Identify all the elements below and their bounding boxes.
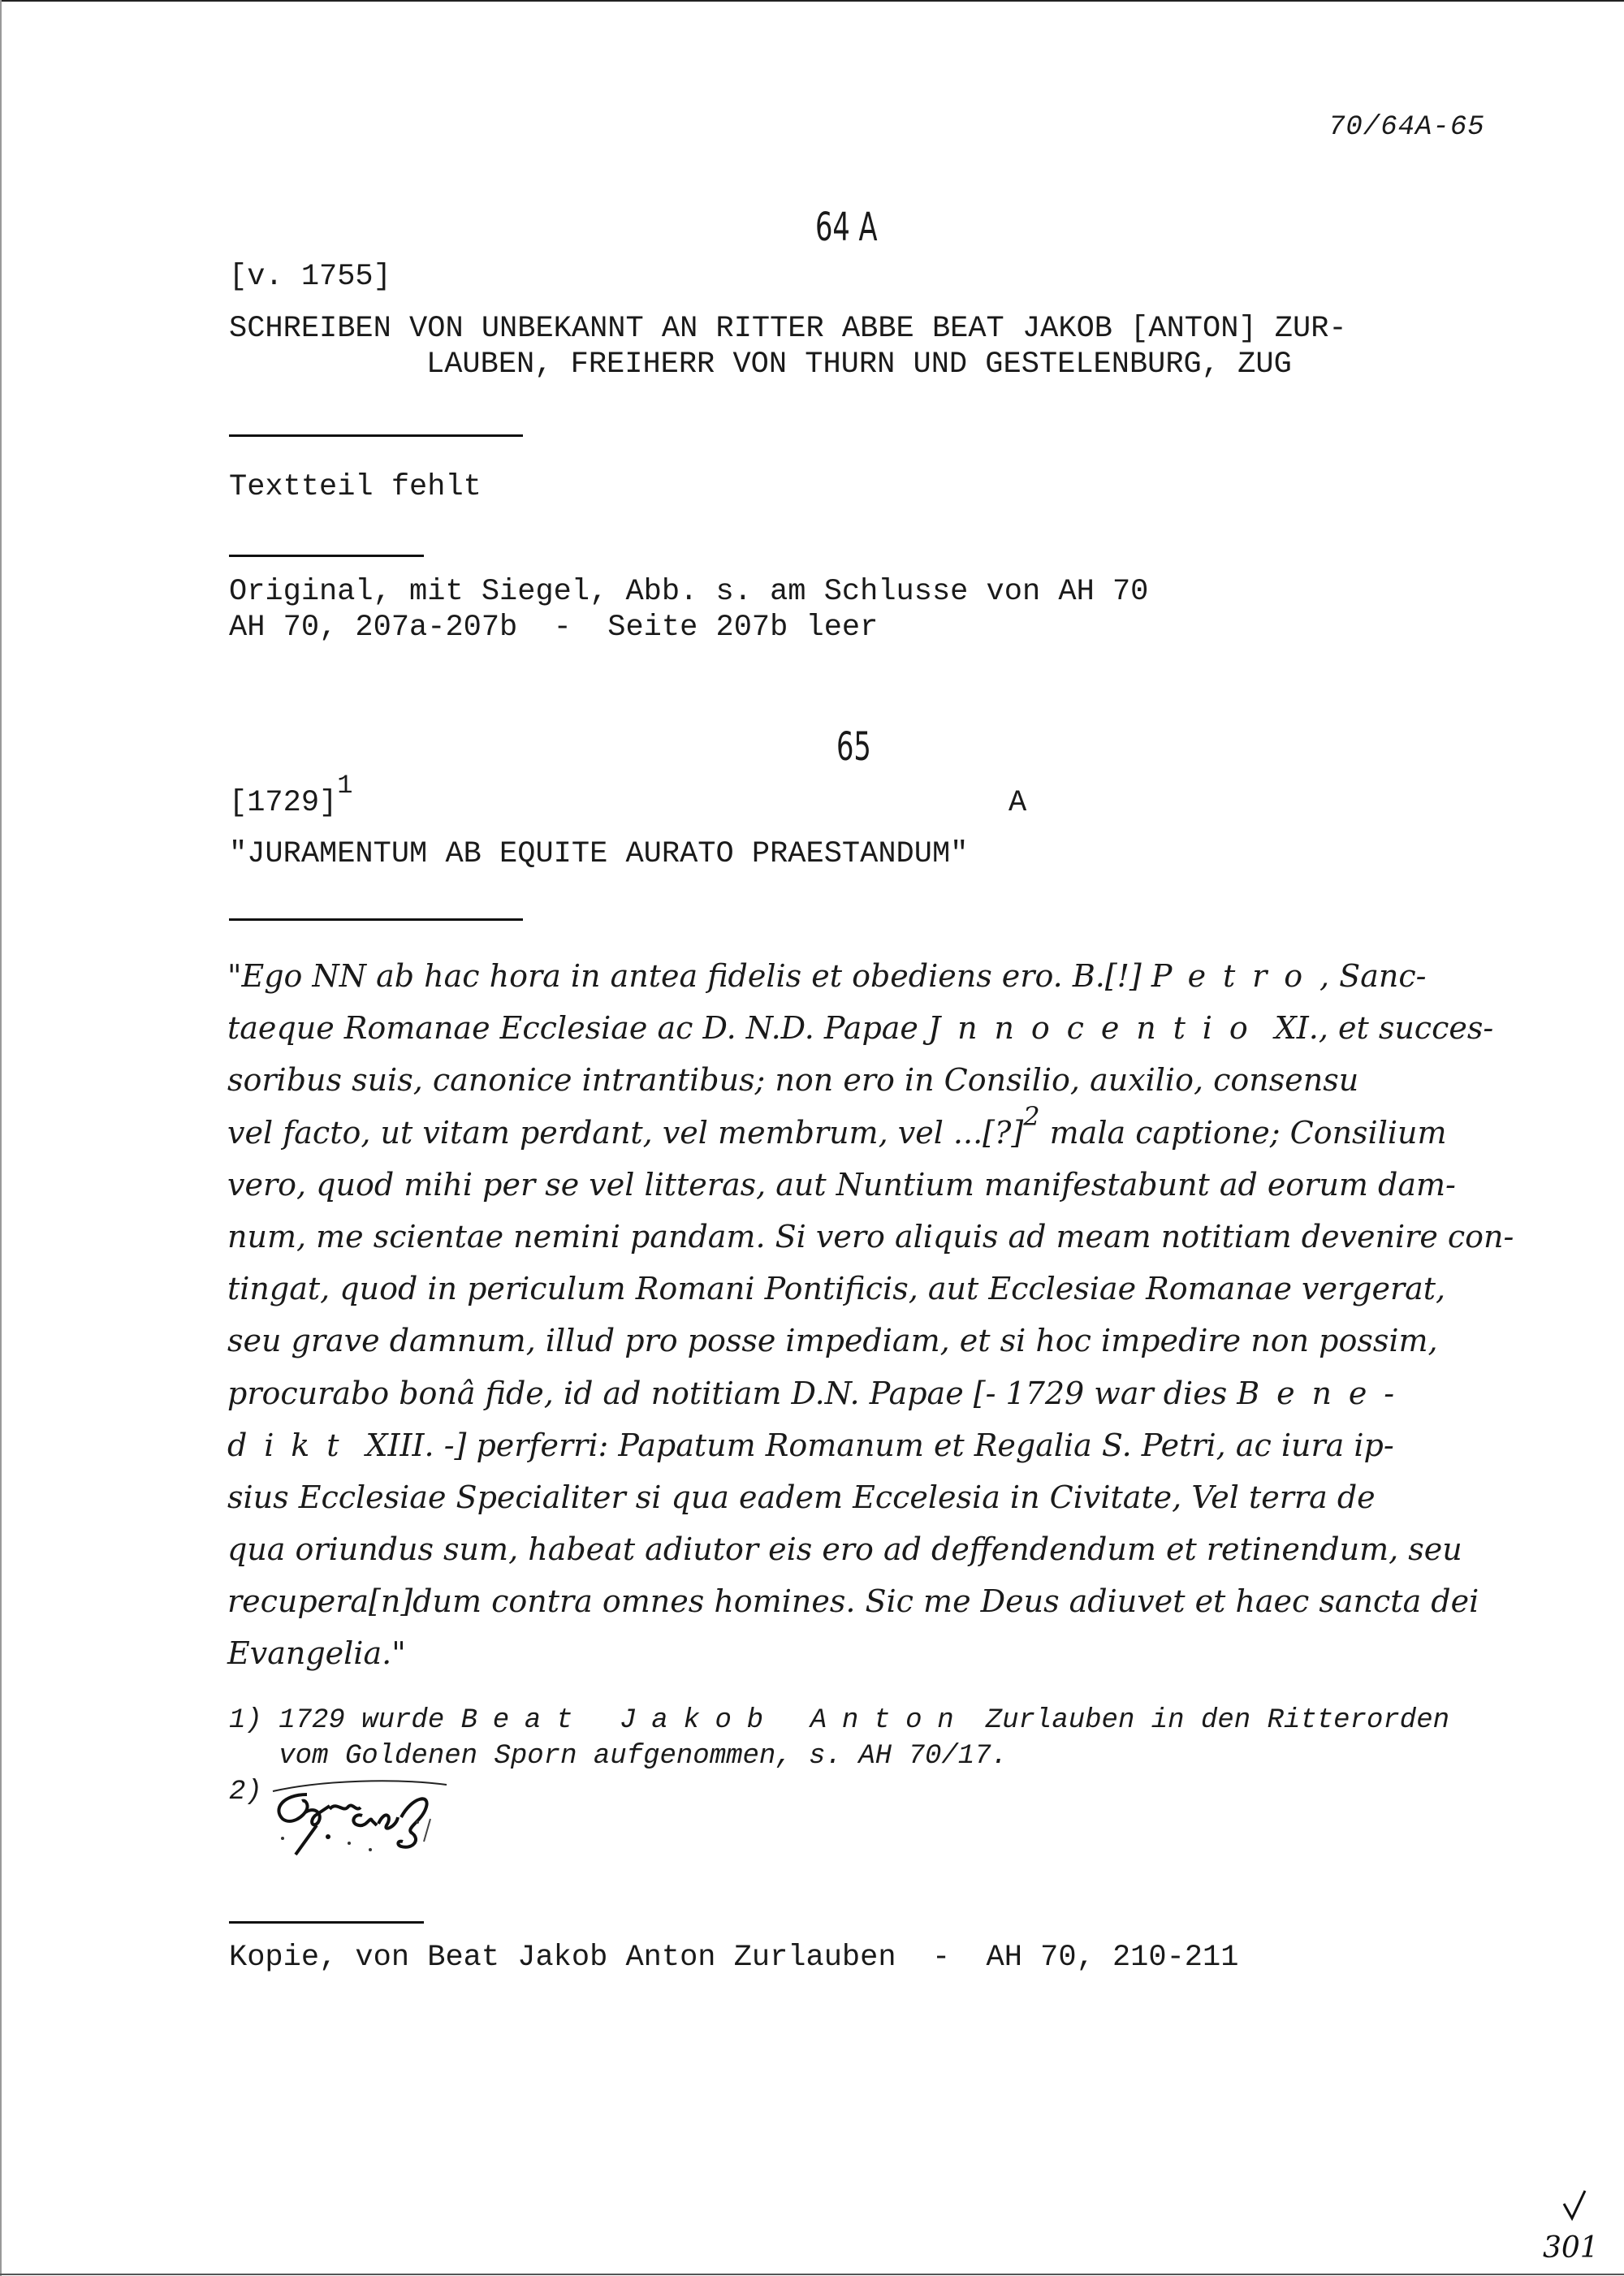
text-line: Evangelia.": [227, 1635, 406, 1672]
text-segment: , Sanc-: [1320, 958, 1427, 994]
entry-date-65: [229, 771, 353, 820]
text-segment: mala captione; Consilium: [1039, 1114, 1447, 1151]
text-segment: "Ego NN ab hac hora in antea fidelis et obediens ero. B.[!]: [227, 958, 1151, 994]
source-note-line2: AH 70, 207a-207b - Seite 207b leer: [229, 611, 879, 645]
text-line: tingat, quod in periculum Romani Pontificis, aut Ecclesiae Romanae vergerat,: [227, 1271, 1446, 1307]
missing-text-note: Textteil fehlt: [229, 470, 482, 504]
text-line: vero, quod mihi per se vel litteras, aut Nuntium manifestabunt ad eorum dam-: [227, 1166, 1456, 1203]
text-line: soribus suis, canonice intrantibus; non ero in Consilio, auxilio, consensu: [227, 1062, 1359, 1099]
footnote-text: Zurlauben in den Ritterorden: [969, 1705, 1450, 1736]
page-border-left: [0, 0, 2, 2276]
latin-oath-text: [227, 950, 1527, 1680]
text-line: [227, 1419, 1527, 1471]
text-line: sius Ecclesiae Specialiter si qua eadem Eccelesia in Civitate, Vel terra de: [227, 1479, 1376, 1515]
spaced-name-petro: Petro: [1151, 958, 1320, 994]
spaced-name-benedikt: Bene-: [1237, 1375, 1411, 1411]
handwritten-word-image: [258, 1777, 453, 1866]
footnote-1-line1: [229, 1707, 1449, 1734]
page-reference: 70/64A-65: [1328, 112, 1485, 143]
text-segment: XIII. -] perferri: Papatum Romanum et Regalia S. Petri, ac iura ip-: [356, 1427, 1394, 1463]
text-line: [227, 950, 1527, 1002]
text-line: [227, 1002, 1527, 1054]
separator-rule: [229, 555, 424, 557]
footnote-2-label: 2): [229, 1777, 262, 1807]
entry-title-64a-line1: SCHREIBEN VON UNBEKANNT AN RITTER ABBE BEAT JAKOB [ANTON] ZUR-: [229, 312, 1347, 346]
separator-rule: [229, 1921, 424, 1924]
entry-title-65: "JURAMENTUM AB EQUITE AURATO PRAESTANDUM": [229, 837, 969, 871]
entry-date-65-text: [1729]: [229, 786, 338, 820]
separator-rule: [229, 434, 523, 437]
entry-number-65: 65: [836, 724, 871, 770]
footnote-text: 1) 1729 wurde: [229, 1705, 461, 1736]
footnote-marker-1: 1: [337, 771, 353, 801]
text-line: [227, 1100, 1527, 1159]
spaced-name-innocentio: Jnnocentio: [928, 1010, 1265, 1047]
footnote-marker-2: 2: [1023, 1100, 1040, 1132]
spaced-name-beat-jakob-anton: Beat Jakob Anton: [460, 1705, 970, 1736]
text-segment: taeque Romanae Ecclesiae ac D. N.D. Papae: [227, 1010, 928, 1047]
text-line: [227, 1367, 1527, 1419]
check-mark-icon: [1543, 2186, 1608, 2267]
separator-rule: [229, 918, 523, 921]
text-segment: vel facto, ut vitam perdant, vel membrum, vel ...[?]: [227, 1114, 1024, 1151]
page-border-top: [0, 0, 1624, 2]
entry-number-64a: 64 A: [815, 205, 878, 250]
text-line: recupera[n]dum contra omnes homines. Sic me Deus adiuvet et haec sancta dei: [227, 1583, 1479, 1620]
text-line: qua oriundus sum, habeat adiutor eis ero ad deffendendum et retinendum, seu: [227, 1531, 1462, 1568]
page-border-bottom: [0, 2274, 1624, 2275]
text-segment: XI., et succes-: [1264, 1010, 1494, 1047]
text-line: seu grave damnum, illud pro posse impediam, et si hoc impedire non possim,: [227, 1323, 1438, 1359]
folio-number: 301: [1543, 2231, 1599, 2265]
entry-date-64a: [v. 1755]: [229, 260, 391, 294]
source-note-65: Kopie, von Beat Jakob Anton Zurlauben - AH 70, 210-211: [229, 1941, 1239, 1975]
entry-marker-a: A: [1009, 786, 1027, 820]
entry-title-64a-line2: LAUBEN, FREIHERR VON THURN UND GESTELENBURG, ZUG: [426, 348, 1292, 382]
source-note-line1: Original, mit Siegel, Abb. s. am Schlusse von AH 70: [229, 575, 1149, 609]
text-segment: procurabo bonâ fide, id ad notitiam D.N. Papae [- 1729 war dies: [227, 1375, 1237, 1411]
text-line: num, me scientae nemini pandam. Si vero aliquis ad meam notitiam devenire con-: [227, 1218, 1514, 1255]
spaced-name-benedikt: dikt: [227, 1427, 356, 1463]
footnote-1-line2: vom Goldenen Sporn aufgenommen, s. AH 70/17.: [229, 1741, 1008, 1772]
